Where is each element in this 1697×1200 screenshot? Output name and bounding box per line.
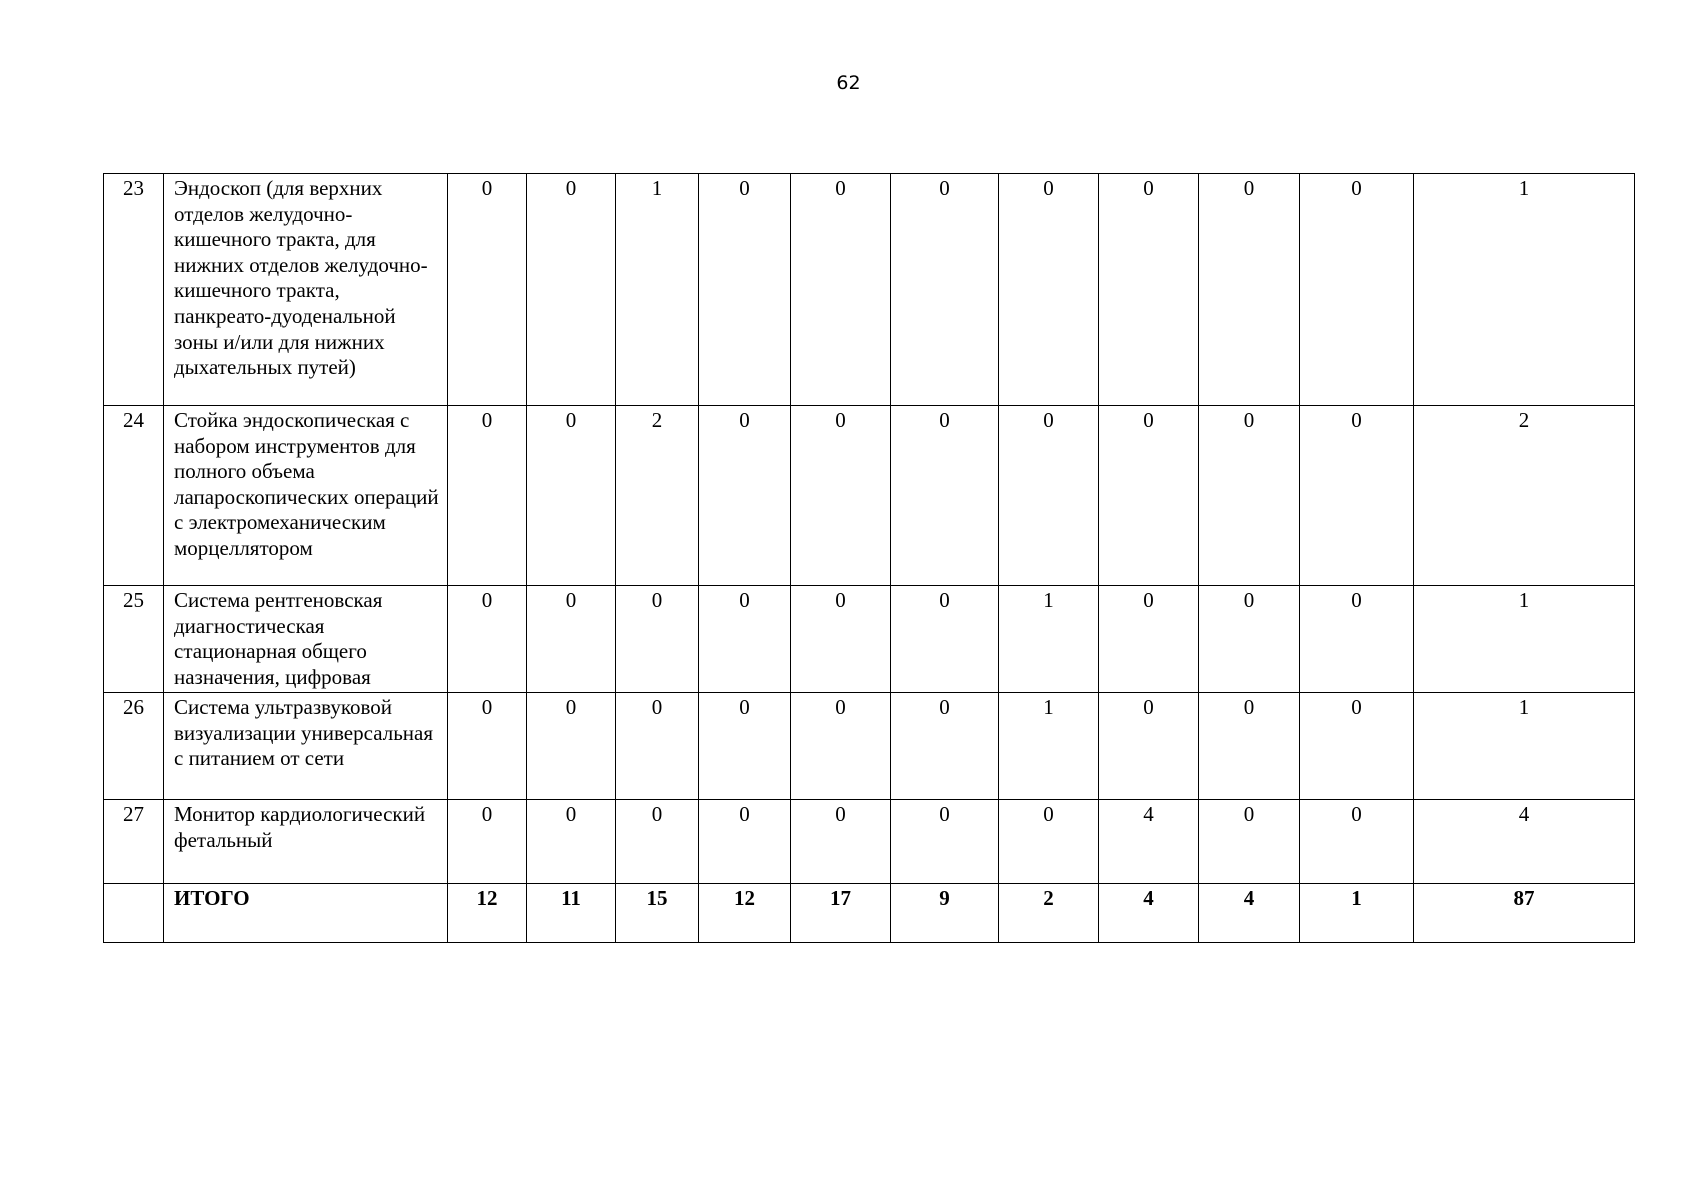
quantity-cell: 0 — [1199, 693, 1300, 800]
quantity-cell: 0 — [616, 693, 699, 800]
quantity-cell: 0 — [1099, 693, 1199, 800]
table-row — [104, 586, 1635, 693]
quantity-cell: 0 — [616, 800, 699, 884]
quantity-cell: 0 — [891, 800, 999, 884]
row-number: 23 — [104, 174, 164, 406]
quantity-cell: 0 — [791, 174, 891, 406]
equipment-name: Система ультразвуковой визуализации универсальная с питанием от сети — [164, 693, 448, 800]
total-cell: 4 — [1199, 884, 1300, 943]
row-total-cell: 1 — [1414, 693, 1635, 800]
quantity-cell: 0 — [448, 174, 527, 406]
quantity-cell: 4 — [1099, 800, 1199, 884]
quantity-cell: 0 — [791, 693, 891, 800]
quantity-cell: 0 — [1099, 586, 1199, 693]
row-number: 27 — [104, 800, 164, 884]
row-total-cell: 4 — [1414, 800, 1635, 884]
quantity-cell: 0 — [699, 586, 791, 693]
quantity-cell: 0 — [791, 800, 891, 884]
quantity-cell: 0 — [527, 800, 616, 884]
equipment-table — [103, 173, 1635, 943]
row-total-cell: 1 — [1414, 174, 1635, 406]
quantity-cell: 0 — [527, 406, 616, 586]
quantity-cell: 1 — [616, 174, 699, 406]
quantity-cell: 0 — [999, 800, 1099, 884]
equipment-name: Монитор кардиологический фетальный — [164, 800, 448, 884]
row-number: 26 — [104, 693, 164, 800]
total-row — [104, 884, 1635, 943]
page-number: 62 — [836, 72, 861, 94]
equipment-name: Стойка эндоскопическая с набором инструментов для полного объема лапароскопических операций с электромеханическим морцеллятором — [164, 406, 448, 586]
quantity-cell: 0 — [616, 586, 699, 693]
quantity-cell: 0 — [448, 693, 527, 800]
equipment-name: Система рентгеновская диагностическая стационарная общего назначения, цифровая — [164, 586, 448, 693]
quantity-cell: 2 — [616, 406, 699, 586]
quantity-cell: 1 — [999, 586, 1099, 693]
quantity-cell: 0 — [891, 586, 999, 693]
total-cell: 11 — [527, 884, 616, 943]
total-row-number — [104, 884, 164, 943]
total-cell: 12 — [699, 884, 791, 943]
total-cell: 17 — [791, 884, 891, 943]
quantity-cell: 0 — [891, 406, 999, 586]
quantity-cell: 0 — [1199, 586, 1300, 693]
quantity-cell: 0 — [1099, 406, 1199, 586]
equipment-name: Эндоскоп (для верхних отделов желудочно-кишечного тракта, для нижних отделов желудочно-кишечного тракта, панкреато-дуоденальной зоны и/или для нижних дыхательных путей) — [164, 174, 448, 406]
table-row — [104, 174, 1635, 406]
total-cell: 1 — [1300, 884, 1414, 943]
quantity-cell: 0 — [999, 174, 1099, 406]
table-row — [104, 406, 1635, 586]
quantity-cell: 0 — [1300, 406, 1414, 586]
quantity-cell: 0 — [527, 693, 616, 800]
quantity-cell: 0 — [891, 693, 999, 800]
quantity-cell: 0 — [699, 406, 791, 586]
total-cell: 4 — [1099, 884, 1199, 943]
quantity-cell: 0 — [999, 406, 1099, 586]
quantity-cell: 0 — [1199, 174, 1300, 406]
grand-total-cell: 87 — [1414, 884, 1635, 943]
quantity-cell: 0 — [448, 586, 527, 693]
quantity-cell: 0 — [1300, 586, 1414, 693]
quantity-cell: 0 — [1300, 800, 1414, 884]
quantity-cell: 0 — [527, 174, 616, 406]
quantity-cell: 1 — [999, 693, 1099, 800]
table-row — [104, 693, 1635, 800]
quantity-cell: 0 — [791, 406, 891, 586]
quantity-cell: 0 — [791, 586, 891, 693]
table-row — [104, 800, 1635, 884]
total-cell: 12 — [448, 884, 527, 943]
row-number: 25 — [104, 586, 164, 693]
total-cell: 9 — [891, 884, 999, 943]
quantity-cell: 0 — [1199, 800, 1300, 884]
total-label: ИТОГО — [164, 884, 448, 943]
row-total-cell: 1 — [1414, 586, 1635, 693]
quantity-cell: 0 — [1300, 693, 1414, 800]
quantity-cell: 0 — [527, 586, 616, 693]
row-total-cell: 2 — [1414, 406, 1635, 586]
total-cell: 2 — [999, 884, 1099, 943]
quantity-cell: 0 — [1099, 174, 1199, 406]
quantity-cell: 0 — [448, 406, 527, 586]
quantity-cell: 0 — [699, 174, 791, 406]
quantity-cell: 0 — [1300, 174, 1414, 406]
quantity-cell: 0 — [699, 800, 791, 884]
quantity-cell: 0 — [891, 174, 999, 406]
quantity-cell: 0 — [1199, 406, 1300, 586]
quantity-cell: 0 — [448, 800, 527, 884]
row-number: 24 — [104, 406, 164, 586]
quantity-cell: 0 — [699, 693, 791, 800]
total-cell: 15 — [616, 884, 699, 943]
